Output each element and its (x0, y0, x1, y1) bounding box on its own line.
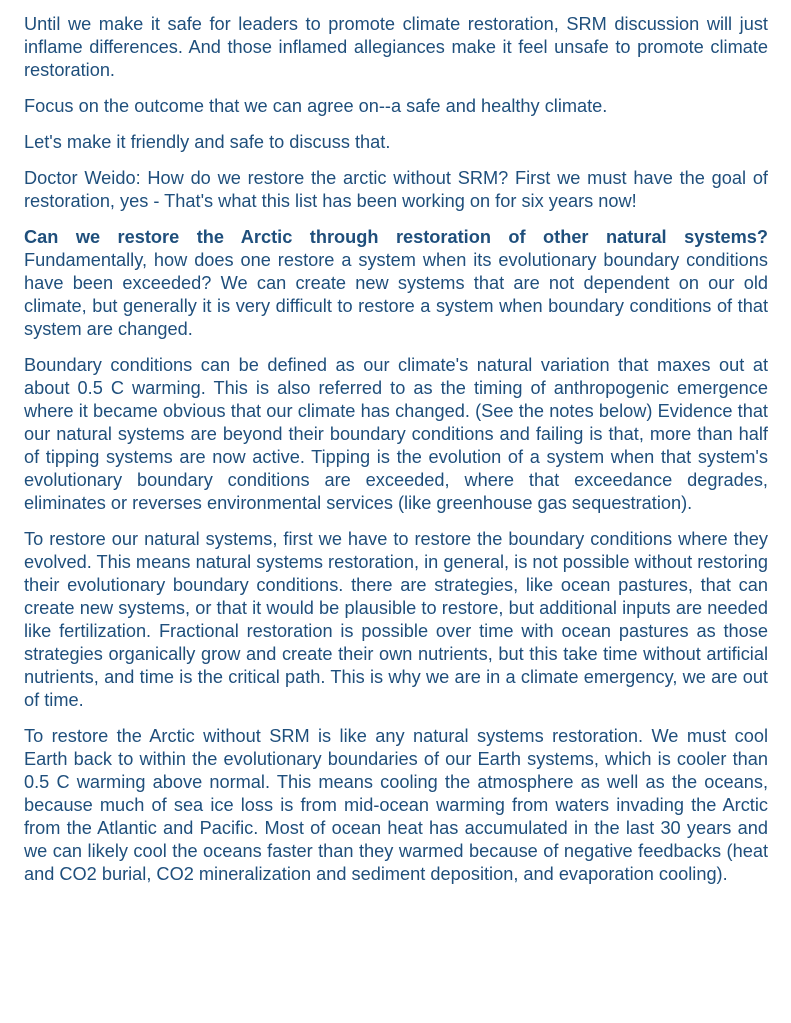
paragraph-boundary-conditions (24, 354, 768, 515)
paragraph-text: Fundamentally, how does one restore a system when its evolutionary boundary conditions have been exceeded? We can create new systems that are not dependent on our old climate, but generally it is very difficult to restore a system when boundary conditions of that system are changed. (24, 250, 768, 339)
paragraph-text: Doctor Weido: How do we restore the arctic without SRM? First we must have the goal of restoration, yes - That's what this list has been working on for six years now! (24, 168, 768, 211)
paragraph-restore-arctic-without-srm (24, 725, 768, 886)
paragraph-restore-arctic-question (24, 226, 768, 341)
question-heading: Can we restore the Arctic through restoration of other natural systems? (24, 227, 768, 247)
paragraph-text: Let's make it friendly and safe to discuss that. (24, 132, 391, 152)
paragraph-text: Focus on the outcome that we can agree on--a safe and healthy climate. (24, 96, 608, 116)
paragraph-text: Boundary conditions can be defined as our climate's natural variation that maxes out at about 0.5 C warming. This is also referred to as the timing of anthropogenic emergence where it became obvious that our climate has changed. (See the notes below) Evidence that our natural systems are beyond their boundary conditions and failing is that, more than half of tipping systems are now active. Tipping is the evolution of a system when that system's evolutionary boundary conditions are exceeded, where that exceedance degrades, eliminates or reverses environmental services (like greenhouse gas sequestration). (24, 355, 768, 513)
document-body (24, 13, 768, 899)
paragraph-restore-natural-systems (24, 528, 768, 712)
paragraph-text: Until we make it safe for leaders to promote climate restoration, SRM discussion will just inflame differences. And those inflamed allegiances make it feel unsafe to promote climate restoration. (24, 14, 768, 80)
paragraph-doctor-weido (24, 167, 768, 213)
paragraph-srm-discussion (24, 13, 768, 82)
paragraph-focus-outcome (24, 95, 768, 118)
paragraph-text: To restore the Arctic without SRM is like any natural systems restoration. We must cool Earth back to within the evolutionary boundaries of our Earth systems, which is cooler than 0.5 C warming above normal. This means cooling the atmosphere as well as the oceans, because much of sea ice loss is from mid-ocean warming from waters invading the Arctic from the Atlantic and Pacific. Most of ocean heat has accumulated in the last 30 years and we can likely cool the oceans faster than they warmed because of negative feedbacks (heat and CO2 burial, CO2 mineralization and sediment deposition, and evaporation cooling). (24, 726, 768, 884)
paragraph-friendly-safe (24, 131, 768, 154)
paragraph-text: To restore our natural systems, first we have to restore the boundary conditions where they evolved. This means natural systems restoration, in general, is not possible without restoring their evolutionary boundary conditions. there are strategies, like ocean pastures, that can create new systems, or that it would be plausible to restore, but additional inputs are needed like fertilization. Fractional restoration is possible over time with ocean pastures as those strategies organically grow and create their own nutrients, but this take time without artificial nutrients, and time is the critical path. This is why we are in a climate emergency, we are out of time. (24, 529, 768, 710)
